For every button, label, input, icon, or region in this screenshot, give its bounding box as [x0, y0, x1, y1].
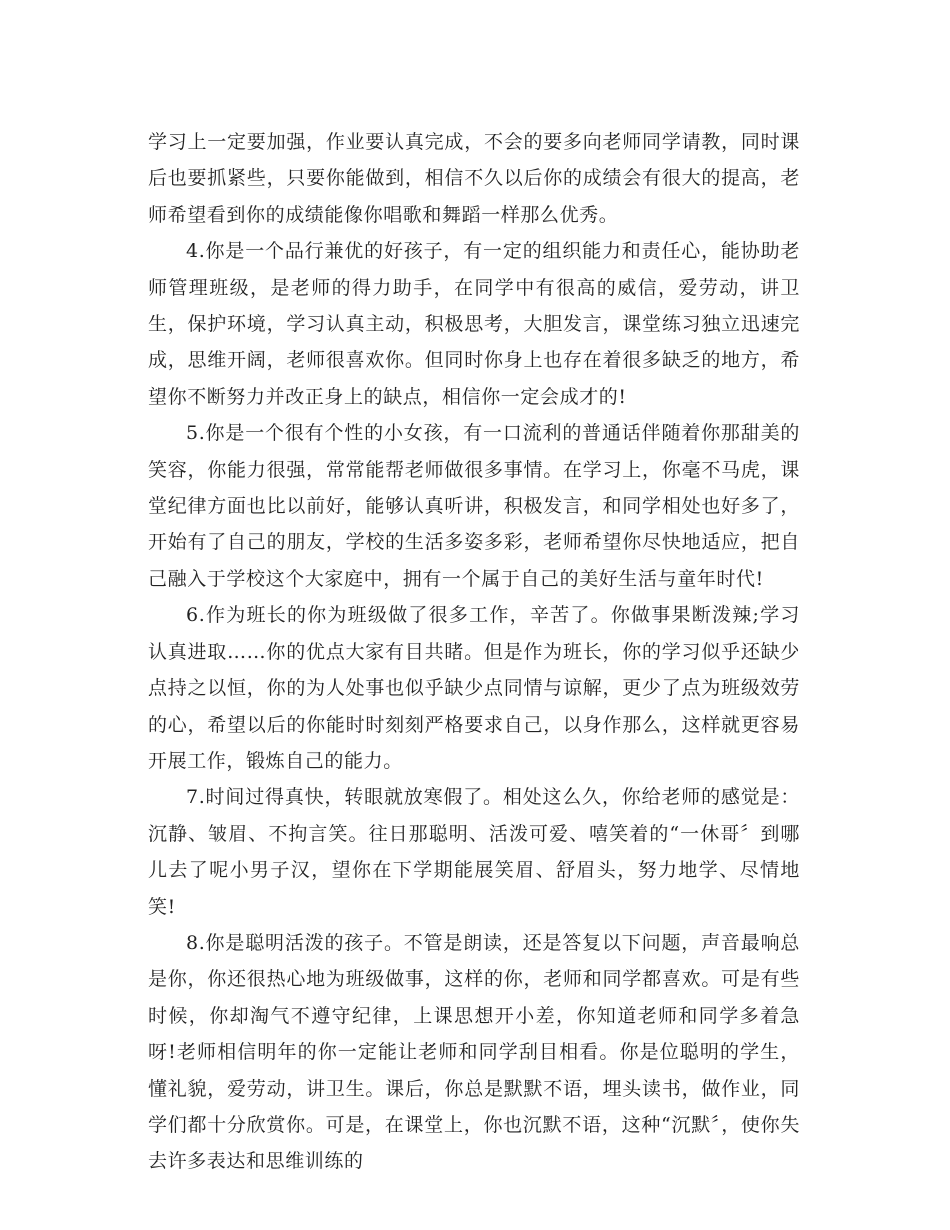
paragraph-comment-5: 5.你是一个很有个性的小女孩，有一口流利的普通话伴随着你那甜美的笑容，你能力很强，常常能帮老师做很多事情。在学习上，你毫不马虎，课堂纪律方面也比以前好，能够认真听讲，积极发言，和同学相处也好多了，开始有了自己的朋友，学校的生活多姿多彩，老师希望你尽快地适应，把自己融入于学校这个大家庭中，拥有一个属于自己的美好生活与童年时代! — [148, 422, 800, 590]
paragraph-comment-6: 6.作为班长的你为班级做了很多工作，辛苦了。你做事果断泼辣;学习认真进取……你的优点大家有目共睹。但是作为班长，你的学习似乎还缺少点持之以恒，你的为人处事也似乎缺少点同情与谅解，更少了点为班级效劳的心，希望以后的你能时时刻刻严格要求自己，以身作那么，这样就更容易开展工作，锻炼自己的能力。 — [148, 604, 800, 772]
paragraph-comment-7: 7.时间过得真快，转眼就放寒假了。相处这么久，你给老师的感觉是：沉静、皱眉、不拘言笑。往日那聪明、活泼可爱、嘻笑着的“一休哥〞到哪儿去了呢小男子汉，望你在下学期能展笑眉、舒眉头，努力地学、尽情地笑! — [148, 786, 800, 918]
document-body — [148, 124, 800, 1180]
paragraph-comment-8: 8.你是聪明活泼的孩子。不管是朗读，还是答复以下问题，声音最响总是你，你还很热心地为班级做事，这样的你，老师和同学都喜欢。可是有些时候，你却淘气不遵守纪律，上课思想开小差，你知道老师和同学多着急呀!老师相信明年的你一定能让老师和同学刮目相看。你是位聪明的学生，懂礼貌，爱劳动，讲卫生。课后，你总是默默不语，埋头读书，做作业，同学们都十分欣赏你。可是，在课堂上，你也沉默不语，这种“沉默〞，使你失去许多表达和思维训练的 — [148, 931, 800, 1173]
paragraph-comment-4: 4.你是一个品行兼优的好孩子，有一定的组织能力和责任心，能协助老师管理班级，是老师的得力助手，在同学中有很高的威信，爱劳动，讲卫生，保护环境，学习认真主动，积极思考，大胆发言，课堂练习独立迅速完成，思维开阔，老师很喜欢你。但同时你身上也存在着很多缺乏的地方，希望你不断努力并改正身上的缺点，相信你一定会成才的! — [148, 240, 800, 408]
paragraph-continuation: 学习上一定要加强，作业要认真完成，不会的要多向老师同学请教，同时课后也要抓紧些，只要你能做到，相信不久以后你的成绩会有很大的提高，老师希望看到你的成绩能像你唱歌和舞蹈一样那么优秀。 — [148, 131, 800, 226]
